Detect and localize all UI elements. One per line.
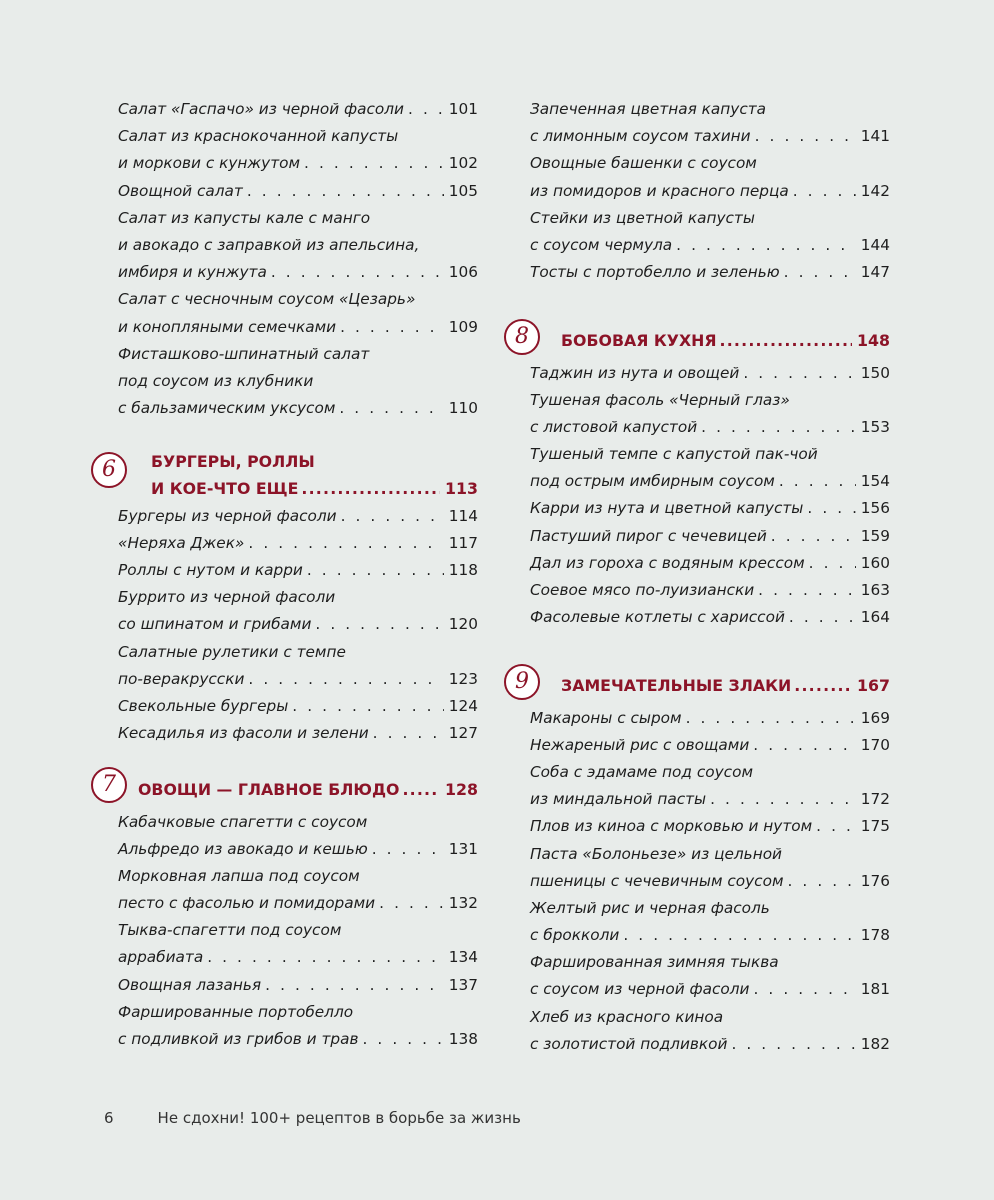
toc-entry[interactable]: Морковная лапша под соусом	[118, 866, 360, 885]
dot-leader	[779, 468, 856, 495]
toc-page-number: 120	[448, 615, 478, 634]
toc-entry[interactable]: Дал из гороха с водяным крессом . . . 160	[530, 550, 890, 577]
toc-page-number: 131	[448, 839, 478, 858]
toc-entry[interactable]: под соусом из клубники	[118, 371, 314, 390]
toc-entry[interactable]: Фисташково-шпинатный салат	[118, 344, 370, 363]
toc-entry[interactable]: аррабиата . . . 134	[118, 944, 478, 971]
toc-entry[interactable]: и конопляными семечками . . . 109	[118, 314, 478, 341]
dot-leader	[771, 523, 856, 550]
toc-entry[interactable]: Плов из киноа с морковью и нутом . . . 175	[530, 813, 890, 840]
dot-leader	[292, 693, 444, 720]
toc-entry[interactable]: имбиря и кунжута . . . 106	[118, 259, 478, 286]
chapter-9-heading[interactable]	[515, 669, 890, 699]
toc-left-column	[102, 96, 478, 1053]
toc-page-number: 169	[860, 708, 890, 727]
toc-entry[interactable]: Альфредо из авокадо и кешью . . . 131	[118, 836, 478, 863]
dot-leader	[304, 150, 444, 177]
chapter-title-line: И КОЕ-ЧТО ЕЩЕ ..... 113	[118, 475, 478, 502]
toc-entry[interactable]: со шпинатом и грибами . . . 120	[118, 611, 478, 638]
toc-page-number: 102	[448, 154, 478, 173]
toc-entry[interactable]: Фаршированные портобелло	[118, 1002, 354, 1021]
toc-entry[interactable]: Бургеры из черной фасоли . . . 114	[118, 503, 478, 530]
toc-entry[interactable]: Желтый рис и черная фасоль	[530, 898, 770, 917]
chapter-8-heading[interactable]	[515, 324, 890, 354]
dot-leader	[248, 530, 443, 557]
toc-entry[interactable]: Паста «Болоньезе» из цельной	[530, 844, 782, 863]
toc-entry[interactable]: Соевое мясо по-луизиански . . . 163	[530, 577, 890, 604]
dot-leader	[340, 314, 444, 341]
toc-page-number: 134	[448, 948, 478, 967]
toc-entry[interactable]: Салат «Гаспачо» из черной фасоли . . . 101	[118, 96, 478, 123]
dot-leader	[807, 495, 855, 522]
chapter-page-number: 148	[857, 331, 890, 351]
toc-entry[interactable]: Хлеб из красного киноа	[530, 1007, 724, 1026]
dot-leader	[408, 96, 444, 123]
toc-entry[interactable]: Роллы с нутом и карри . . . 118	[118, 557, 478, 584]
dot-leader	[755, 123, 856, 150]
dot-leader	[701, 414, 856, 441]
toc-page-number: 147	[860, 263, 890, 282]
toc-entry[interactable]: по-веракрусски . . . 123	[118, 666, 478, 693]
toc-page-number: 175	[860, 817, 890, 836]
dot-leader	[341, 503, 444, 530]
toc-page-number: 137	[448, 975, 478, 994]
toc-entry[interactable]: Фасолевые котлеты с хариссой . . . 164	[530, 604, 890, 631]
footer-book-title: Не сдохни! 100+ рецептов в борьбе за жизнь	[157, 1109, 521, 1127]
page-footer	[104, 1109, 521, 1127]
dot-leader	[265, 972, 444, 999]
toc-entry[interactable]: Стейки из цветной капусты	[530, 208, 755, 227]
toc-entry[interactable]: с подливкой из грибов и трав . . . 138	[118, 1026, 478, 1053]
dot-leader	[710, 786, 856, 813]
toc-page-number: 106	[448, 263, 478, 282]
toc-entry[interactable]: Тыква-спагетти под соусом	[118, 921, 342, 940]
toc-page-number: 163	[860, 581, 890, 599]
dot-leader	[315, 611, 443, 638]
dot-leader	[301, 475, 440, 502]
toc-entry[interactable]: Макароны с сыром . . . 169	[530, 705, 890, 732]
toc-entry[interactable]: Пастуший пирог с чечевицей . . . 159	[530, 523, 890, 550]
toc-entry[interactable]: песто с фасолью и помидорами . . . 132	[118, 890, 478, 917]
dot-leader	[362, 1026, 443, 1053]
dot-leader	[720, 327, 852, 354]
toc-page-number: 182	[860, 1034, 890, 1053]
toc-entry[interactable]: Салатные рулетики с темпе	[118, 642, 346, 661]
toc-page-number: 127	[448, 724, 478, 743]
toc-page-number: 172	[860, 790, 890, 809]
toc-page-number: 117	[448, 533, 478, 552]
toc-entry[interactable]: Таджин из нута и овощей . . . 150	[530, 360, 890, 387]
dot-leader	[789, 604, 856, 631]
toc-page-number: 144	[860, 235, 890, 254]
toc-entry[interactable]: с лимонным соусом тахини . . . 141	[530, 123, 890, 150]
toc-entry[interactable]: Овощные башенки с соусом	[530, 154, 757, 173]
toc-entry[interactable]: Овощной салат . . . 105	[118, 178, 478, 205]
dot-leader	[787, 868, 855, 895]
toc-page-number: 124	[448, 696, 478, 715]
toc-entry[interactable]: Овощная лазанья . . . 137	[118, 972, 478, 999]
toc-page-number: 141	[860, 127, 890, 146]
toc-entry[interactable]: Соба с эдамаме под соусом	[530, 762, 753, 781]
chapter-number-badge: 6	[91, 452, 127, 488]
dot-leader	[758, 577, 856, 604]
toc-entry[interactable]: Запеченная цветная капуста	[530, 100, 767, 118]
toc-entry[interactable]: Салат с чесночным соусом «Цезарь»	[118, 290, 416, 309]
chapter-number-badge: 7	[91, 767, 127, 803]
toc-page-number: 178	[860, 926, 890, 945]
toc-entry[interactable]: и авокадо с заправкой из апельсина,	[118, 235, 420, 254]
toc-page-number: 181	[860, 980, 890, 999]
toc-entry[interactable]: из миндальной пасты . . . 172	[530, 786, 890, 813]
toc-page-number: 132	[448, 894, 478, 913]
dot-leader	[686, 705, 856, 732]
toc-page-number: 105	[448, 181, 478, 200]
toc-page-number: 109	[448, 317, 478, 336]
toc-page-number: 138	[448, 1030, 478, 1048]
toc-entry[interactable]: с бальзамическим уксусом . . . 110	[118, 395, 478, 422]
dot-leader	[402, 776, 440, 803]
dot-leader	[207, 944, 444, 971]
toc-entry[interactable]: Салат из краснокочанной капусты	[118, 127, 399, 146]
toc-entry[interactable]: Тосты с портобелло и зеленью . . . 147	[530, 259, 890, 286]
toc-page-number: 170	[860, 735, 890, 754]
dot-leader	[794, 672, 852, 699]
dot-leader	[247, 178, 444, 205]
toc-page-number: 153	[860, 417, 890, 436]
chapter-number-badge: 9	[504, 664, 540, 700]
toc-page-number: 160	[860, 553, 890, 572]
dot-leader	[379, 890, 444, 917]
toc-entry[interactable]: Тушеная фасоль «Черный глаз»	[530, 390, 790, 409]
dot-leader	[373, 720, 444, 747]
toc-page-number: 156	[860, 499, 890, 518]
toc-entry[interactable]: Нежареный рис с овощами . . . 170	[530, 732, 890, 759]
toc-entry[interactable]: с золотистой подливкой . . . 182	[530, 1031, 890, 1058]
chapter-page-number: 128	[445, 780, 478, 800]
chapter-page-number: 113	[445, 479, 478, 499]
toc-page-number: 114	[448, 506, 478, 525]
toc-page-number: 154	[860, 472, 890, 491]
toc-entry[interactable]: Кесадилья из фасоли и зелени . . . 127	[118, 720, 478, 747]
chapter-title-line: БОБОВАЯ КУХНЯ ..... 148	[530, 327, 890, 354]
toc-page-number: 164	[860, 608, 890, 627]
chapter-title-line: ЗАМЕЧАТЕЛЬНЫЕ ЗЛАКИ ..... 167	[530, 672, 890, 699]
toc-entry[interactable]: и моркови с кунжутом . . . 102	[118, 150, 478, 177]
toc-entry[interactable]: под острым имбирным соусом . . . 154	[530, 468, 890, 495]
toc-page-number: 101	[448, 100, 478, 118]
toc-entry[interactable]: с соусом из черной фасоли . . . 181	[530, 976, 890, 1003]
toc-entry[interactable]: Фаршированная зимняя тыква	[530, 953, 779, 972]
dot-leader	[307, 557, 444, 584]
toc-page-number: 150	[860, 363, 890, 382]
toc-entry[interactable]: Свекольные бургеры . . . 124	[118, 693, 478, 720]
chapter-title-line: ОВОЩИ — ГЛАВНОЕ БЛЮДО ..... 128	[118, 776, 478, 803]
dot-leader	[743, 360, 855, 387]
toc-entry[interactable]: Карри из нута и цветной капусты . . . 156	[530, 495, 890, 522]
toc-entry[interactable]: Буррито из черной фасоли	[118, 588, 336, 607]
toc-page-number: 176	[860, 871, 890, 890]
dot-leader	[731, 1031, 855, 1058]
dot-leader	[753, 732, 856, 759]
toc-right-column	[515, 96, 890, 1058]
dot-leader	[816, 813, 856, 840]
toc-entry[interactable]: Салат из капусты кале с манго	[118, 208, 371, 227]
chapter-title-line: БУРГЕРЫ, РОЛЛЫ	[151, 452, 315, 472]
dot-leader	[793, 178, 856, 205]
dot-leader	[623, 922, 855, 949]
toc-entry[interactable]: пшеницы с чечевичным соусом . . . 176	[530, 868, 890, 895]
dot-leader	[372, 836, 444, 863]
toc-page-number: 159	[860, 526, 890, 545]
toc-entry[interactable]: с соусом чермула . . . 144	[530, 232, 890, 259]
chapter-number-badge: 8	[504, 319, 540, 355]
dot-leader	[809, 550, 856, 577]
toc-entry[interactable]: из помидоров и красного перца . . . 142	[530, 178, 890, 205]
dot-leader	[676, 232, 856, 259]
toc-page-number: 123	[448, 669, 478, 688]
toc-page-number: 118	[448, 561, 478, 579]
dot-leader	[248, 666, 443, 693]
toc-page-number: 110	[448, 399, 478, 418]
toc-entry[interactable]: «Неряха Джек» . . . 117	[118, 530, 478, 557]
chapter-7-heading[interactable]	[102, 772, 478, 803]
dot-leader	[784, 259, 856, 286]
chapter-page-number: 167	[857, 676, 890, 696]
chapter-6-heading[interactable]	[102, 448, 478, 502]
dot-leader	[339, 395, 443, 422]
toc-entry[interactable]: Тушеный темпе с капустой пак-чой	[530, 445, 818, 464]
toc-entry[interactable]: Кабачковые спагетти с соусом	[118, 812, 368, 831]
dot-leader	[271, 259, 444, 286]
toc-entry[interactable]: с брокколи . . . 178	[530, 922, 890, 949]
footer-page-number: 6	[104, 1109, 114, 1127]
dot-leader	[753, 976, 855, 1003]
toc-page-number: 142	[860, 181, 890, 200]
toc-entry[interactable]: с листовой капустой . . . 153	[530, 414, 890, 441]
